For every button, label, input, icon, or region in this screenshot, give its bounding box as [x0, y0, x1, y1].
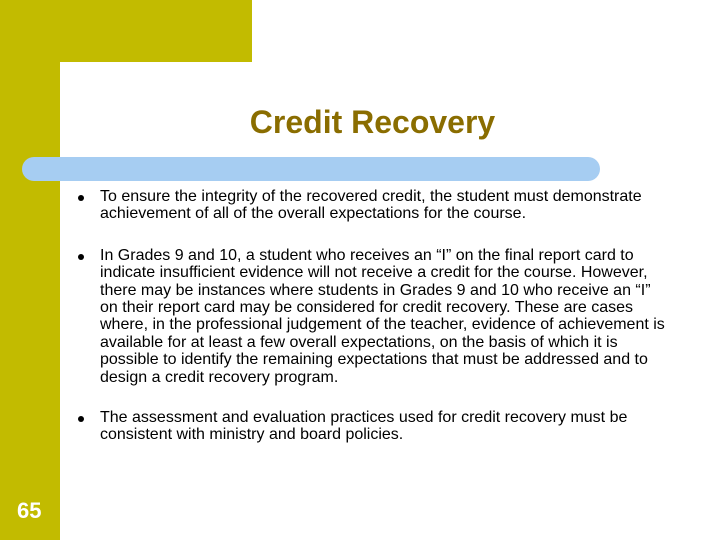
bullet-list [78, 188, 668, 444]
bullet-item-integrity [78, 188, 668, 223]
decorative-title-bar [22, 157, 600, 181]
slide-title: Credit Recovery [249, 104, 496, 140]
bullet-dot-icon [78, 416, 84, 422]
bullet-text: To ensure the integrity of the recovered credit, the student must demonstrate achievement of all of the overall expectations for the course. [100, 188, 642, 223]
bullet-item-assessment [78, 409, 668, 444]
decorative-left-band [0, 0, 60, 540]
bullet-dot-icon [78, 195, 84, 201]
bullet-dot-icon [78, 254, 84, 260]
bullet-text: The assessment and evaluation practices used for credit recovery must be consistent with ministry and board policies. [100, 409, 628, 444]
bullet-item-grades-9-10 [78, 247, 668, 386]
decorative-rounded-corner [60, 62, 120, 122]
bullet-text: In Grades 9 and 10, a student who receives an “I” on the final report card to indicate insufficient evidence will not receive a credit for the course. However, there may be instances where students in Grades 9 and 10 who receive an “I” on their report card may be considered for credit recovery. These are cases where, in the professional judgement of the teacher, evidence of achievement is available for at least a few overall expectations, on the basis of which it is possible to identify the remaining expectations that must be addressed and to design a credit recovery program. [100, 246, 665, 386]
page-number: 65 [17, 498, 42, 523]
